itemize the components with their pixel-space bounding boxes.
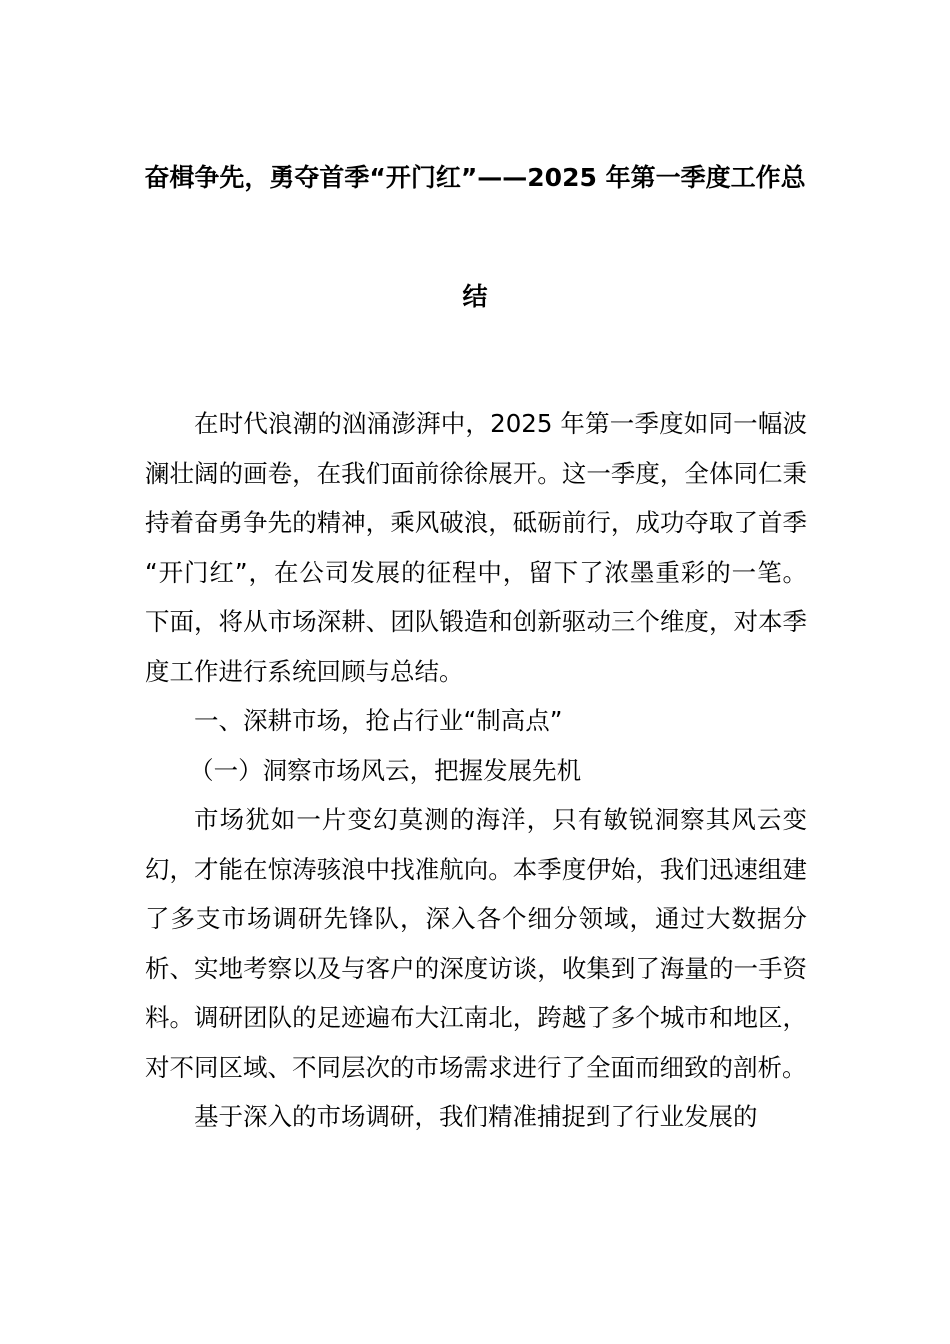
section-heading-1: 一、深耕市场，抢占行业“制高点” bbox=[194, 706, 563, 735]
document-title-line-2: 结 bbox=[462, 282, 488, 311]
body-paragraph-1: 市场犹如一片变幻莫测的海洋，只有敏锐洞察其风云变幻，才能在惊涛骇浪中找准航向。本季度伊始，我们迅速组建了多支市场调研先锋队，深入各个细分领域，通过大数据分析、实地考察以及与客户的深度访谈，收集到了海量的一手资料。调研团队的足迹遍布大江南北，跨越了多个城市和地区，对不同区域、不同层次的市场需求进行了全面而细致的剖析。 bbox=[145, 805, 807, 1082]
body-paragraph-2: 基于深入的市场调研，我们精准捕捉到了行业发展的 bbox=[194, 1102, 758, 1131]
document-body bbox=[145, 399, 807, 1142]
subsection-heading-1: （一）洞察市场风云，把握发展先机 bbox=[189, 755, 582, 785]
document-title-line-1: 奋楫争先，勇夺首季“开门红”——2025 年第一季度工作总 bbox=[144, 163, 806, 192]
intro-paragraph: 在时代浪潮的汹涌澎湃中，2025 年第一季度如同一幅波澜壮阔的画卷，在我们面前徐徐展开。这一季度，全体同仁秉持着奋勇争先的精神，乘风破浪，砥砺前行，成功夺取了首季 “开门红”，在公司发展的征程中，留下了浓墨重彩的一笔。下面，将从市场深耕、团队锻造和创新驱动三个维度，对本季度工作进行系统回顾与总结。 bbox=[145, 409, 807, 686]
